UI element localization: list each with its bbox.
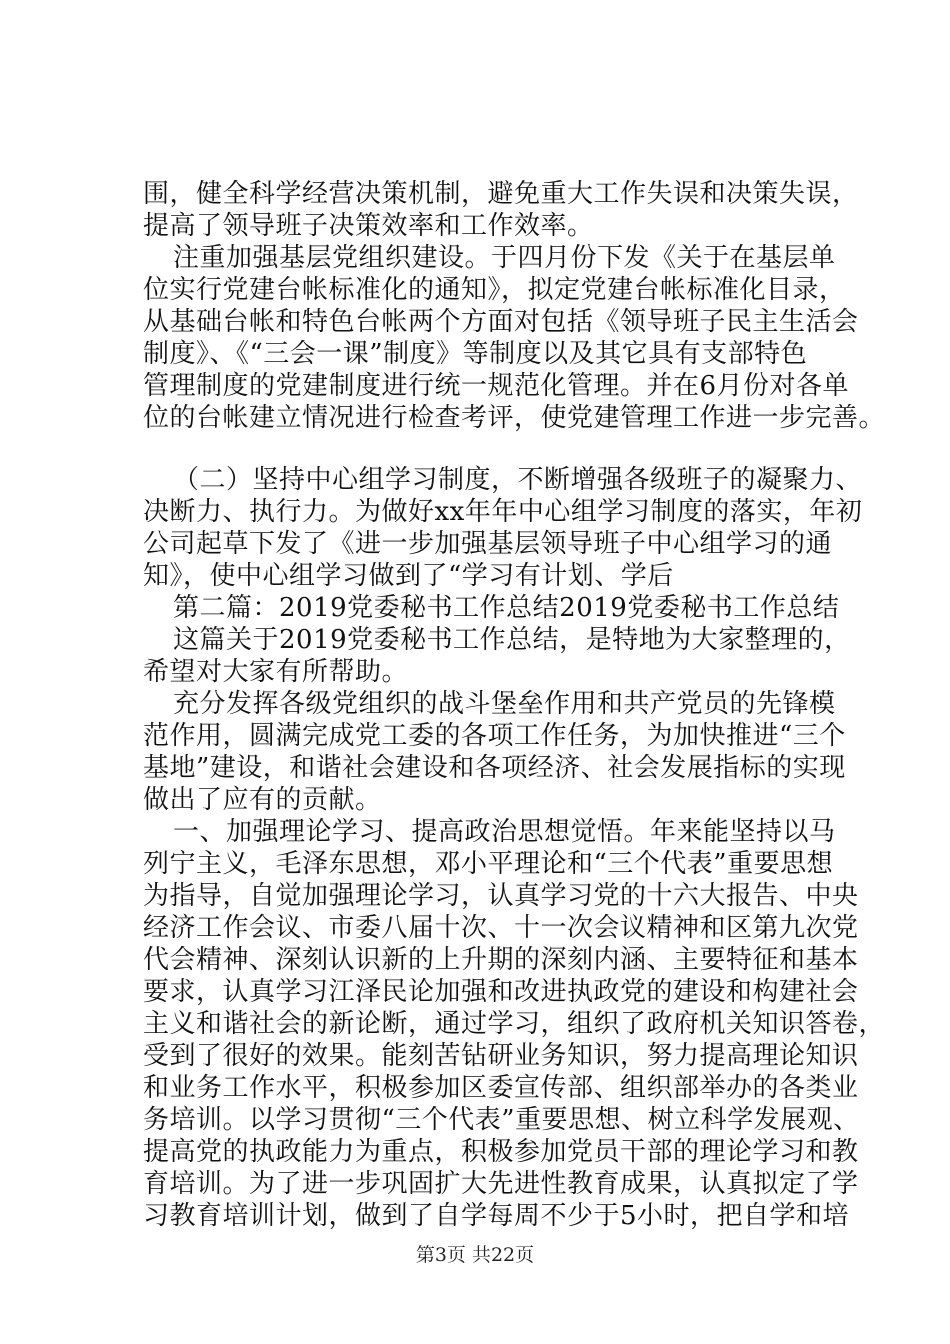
text-line: 充分发挥各级党组织的战斗堡垒作用和共产党员的先锋模 xyxy=(173,689,836,719)
text-line: 受到了很好的效果。能刻苦钻研业务知识，努力提高理论知识 xyxy=(143,1041,859,1071)
text-line: 从基础台帐和特色台帐两个方面对包括《领导班子民主生活会 xyxy=(143,307,859,337)
paragraph xyxy=(143,178,859,242)
text-line: 位的台帐建立情况进行检查考评，使党建管理工作进一步完善。 xyxy=(143,403,886,433)
paragraph xyxy=(143,242,886,434)
text-line: 公司起草下发了《进一步加强基层领导班子中心组学习的通 xyxy=(143,529,833,559)
text-line: 育培训。为了进一步巩固扩大先进性教育成果，认真拟定了学 xyxy=(143,1169,859,1199)
text-line: 提高党的执政能力为重点，积极参加党员干部的理论学习和教 xyxy=(143,1137,859,1167)
text-line: 知》，使中心组学习做到了“学习有计划、学后 xyxy=(143,561,674,591)
section-heading xyxy=(143,592,840,624)
text-line: 主义和谐社会的新论断，通过学习，组织了政府机关知识答卷， xyxy=(143,1009,886,1039)
page-footer xyxy=(0,1240,950,1267)
text-line: 和业务工作水平，积极参加区委宣传部、组织部举办的各类业 xyxy=(143,1073,859,1103)
text-line: 习教育培训计划，做到了自学每周不少于5小时，把自学和培 xyxy=(143,1201,850,1231)
paragraph xyxy=(143,464,863,592)
page-number: 第3页 共22页 xyxy=(415,1244,535,1266)
text-line: 第二篇：2019党委秘书工作总结2019党委秘书工作总结 xyxy=(173,593,840,623)
text-line: 经济工作会议、市委八届十次、十一次会议精神和区第九次党 xyxy=(143,913,859,943)
text-line: 列宁主义，毛泽东思想，邓小平理论和“三个代表”重要思想 xyxy=(143,849,834,879)
text-line: 位实行党建台帐标准化的通知》，拟定党建台帐标准化目录， xyxy=(143,275,846,305)
paragraph xyxy=(143,688,846,816)
text-line: 提高了领导班子决策效率和工作效率。 xyxy=(143,211,594,241)
text-line: 要求，认真学习江泽民论加强和改进执政党的建设和构建社会 xyxy=(143,977,859,1007)
text-line: 一、加强理论学习、提高政治思想觉悟。年来能坚持以马 xyxy=(173,817,836,847)
text-line: 为指导，自觉加强理论学习，认真学习党的十六大报告、中央 xyxy=(143,881,859,911)
text-line: 这篇关于2019党委秘书工作总结，是特地为大家整理的， xyxy=(173,625,851,655)
text-line: 决断力、执行力。为做好xx年年中心组学习制度的落实，年初 xyxy=(143,497,863,527)
text-line: 围，健全科学经营决策机制，避免重大工作失误和决策失误， xyxy=(143,179,859,209)
text-line: 希望对大家有所帮助。 xyxy=(143,657,409,687)
paragraph xyxy=(143,816,886,1232)
document-body xyxy=(143,178,886,1232)
text-line: 务培训。以学习贯彻“三个代表”重要思想、树立科学发展观、 xyxy=(143,1105,860,1135)
text-line: 基地”建设，和谐社会建设和各项经济、社会发展指标的实现 xyxy=(143,753,846,783)
text-line: 做出了应有的贡献。 xyxy=(143,785,382,815)
text-line: 注重加强基层党组织建设。于四月份下发《关于在基层单 xyxy=(173,243,836,273)
paragraph xyxy=(143,624,851,688)
text-line: 管理制度的党建制度进行统一规范化管理。并在6月份对各单 xyxy=(143,371,850,401)
text-line: 代会精神、深刻认识新的上升期的深刻内涵、主要特征和基本 xyxy=(143,945,859,975)
paragraph-gap xyxy=(143,434,833,464)
text-line: 制度》、《“三会一课”制度》等制度以及其它具有支部特色 xyxy=(143,339,808,369)
text-line: （二）坚持中心组学习制度，不断增强各级班子的凝聚力、 xyxy=(173,465,863,495)
text-line: 范作用，圆满完成党工委的各项工作任务，为加快推进“三个 xyxy=(143,721,846,751)
